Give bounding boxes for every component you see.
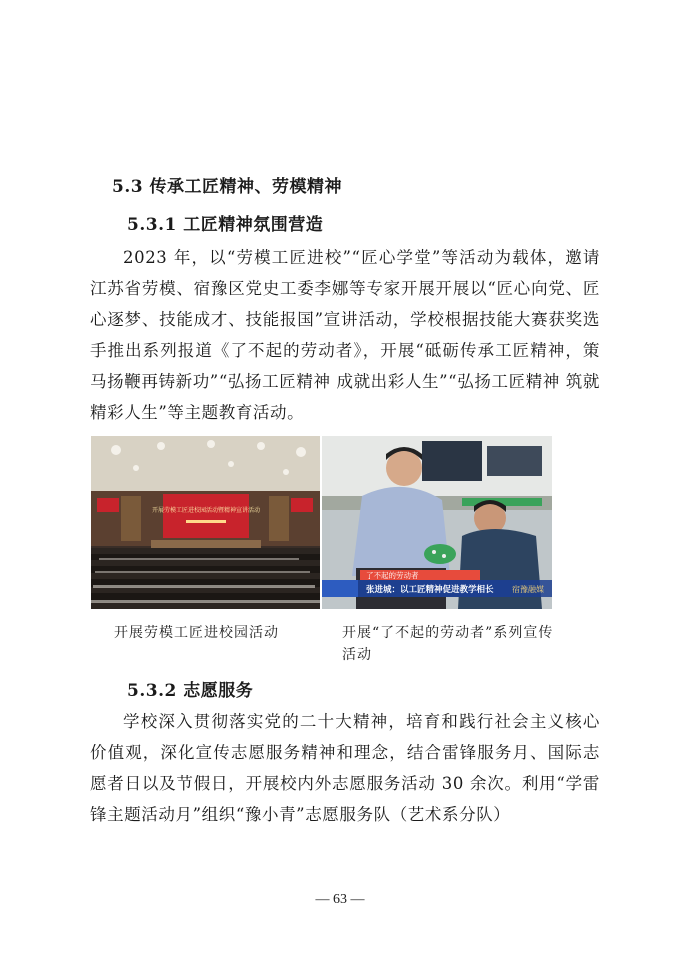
news-banner-top: 了不起的劳动者 [366,571,419,580]
subsection-heading-volunteer: 5.3.2 志愿服务 [127,681,254,701]
subsection-heading-craftsmanship: 5.3.1 工匠精神氛围营造 [127,215,324,235]
photo-caption-report: 开展“了不起的劳动者”系列宣传活动 [342,625,554,663]
photo-caption-lecture: 开展劳模工匠进校园活动 [114,625,279,641]
news-banner-main: 张进城：以工匠精神促进教学相长 [366,585,494,595]
page-number: — 63 — [315,892,365,907]
section-heading: 5.3 传承工匠精神、劳模精神 [112,177,342,197]
stage-screen-text: 开展劳模工匠进校园活动暨精神宣讲活动 [151,507,261,514]
photo-teacher-student [322,436,552,609]
photo-auditorium-lecture [91,436,320,609]
paragraph-text: 学校深入贯彻落实党的二十大精神，培育和践行社会主义核心价值观，深化宣传志愿服务精神和理念，结合雷锋服务月、国际志愿者日以及节假日，开展校内外志愿服务活动 30 余次。利用“学雷锋主题活动月”组织“豫小青”志愿服务队（艺术系分队） [90,712,600,824]
station-logo: 宿豫融媒 [512,585,544,594]
paragraph-craftsmanship [90,242,600,428]
paragraph-text: 2023 年，以“劳模工匠进校”“匠心学堂”等活动为载体，邀请江苏省劳模、宿豫区党史工委李娜等专家开展开展以“匠心向党、匠心逐梦、技能成才、技能报国”宣讲活动，学校根据技能大赛获奖选手推出系列报道《了不起的劳动者》，开展“砥砺传承工匠精神，策马扬鞭再铸新功”“弘扬工匠精神 成就出彩人生”“弘扬工匠精神 筑就精彩人生”等主题教育活动。 [90,248,600,422]
paragraph-volunteer [90,706,600,830]
